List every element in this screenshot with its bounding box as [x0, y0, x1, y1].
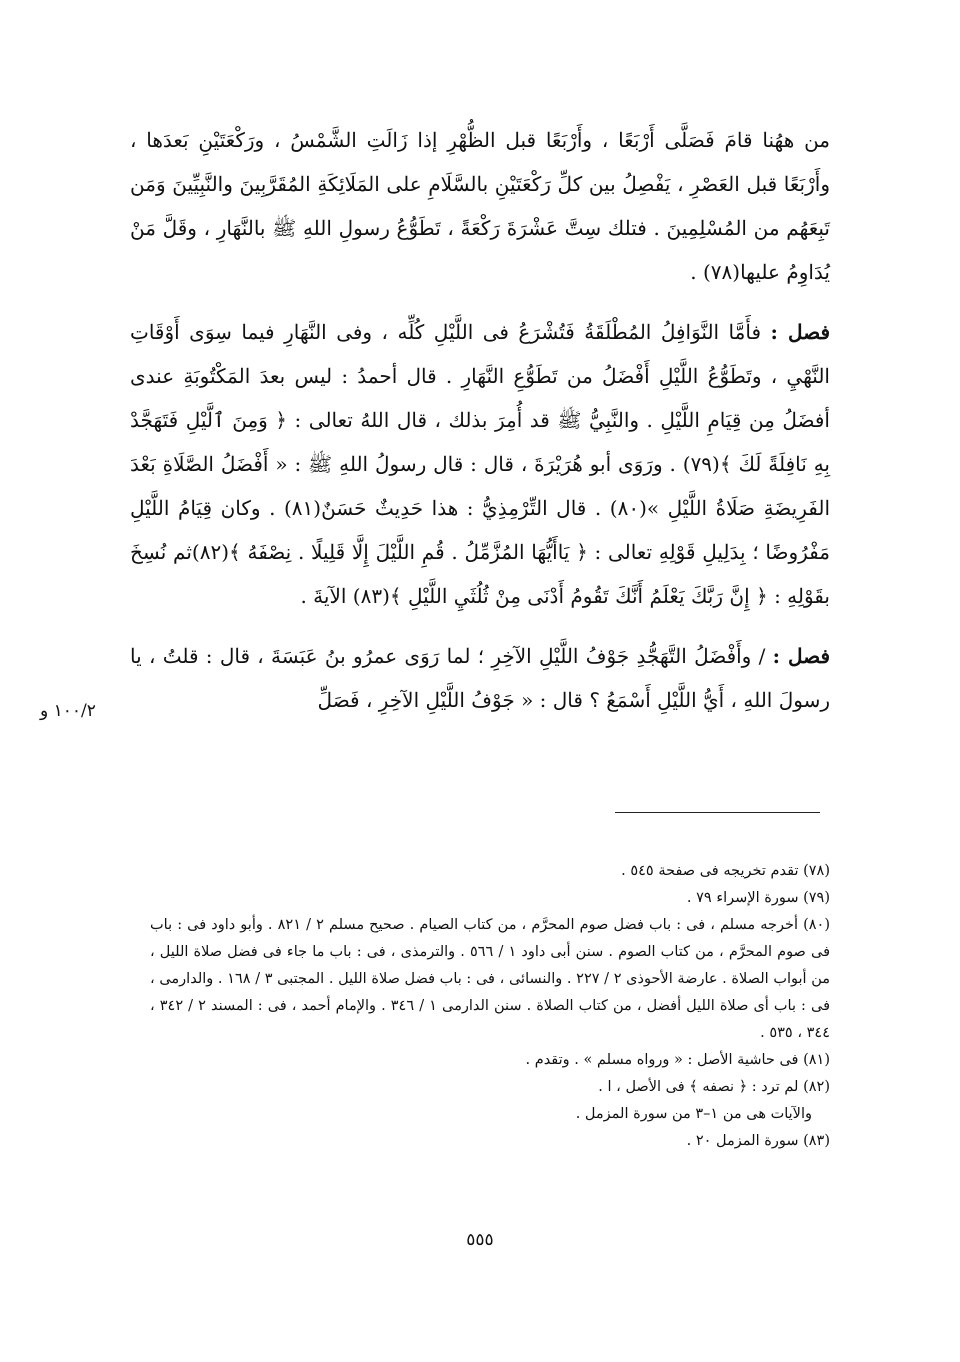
- footnote-82-continuation: والآيات هى من ١–٣ من سورة المزمل .: [575, 1106, 812, 1122]
- footnote-79: (٧٩) سورة الإسراء ٧٩ .: [686, 890, 830, 906]
- section-label: فصل :: [772, 644, 830, 668]
- footnotes: [150, 858, 830, 1155]
- footnote-divider: [615, 812, 820, 813]
- paragraph-3: [130, 634, 830, 722]
- paragraph-2: [130, 310, 830, 618]
- paragraph-text: من ههُنا قامَ فَصَلَّى أَرْبَعًا ، وأَرْبَعًا قبل الظُّهْرِ إذا زَالَتِ الشَّمْسُ ، ورَكْعَتَيْنِ بَعدَها ، وأَرْبَعًا قبل العَصْرِ ، يَفْصِلُ بين كلِّ رَكْعَتَيْنِ بالسَّلَامِ على المَلَائِكَةِ المُقَرَّبِينَ والنَّبِيِّينَ وَمَن تَبِعَهُم من المُسْلِمِينَ . فتلك سِتَّ عَشْرَةَ رَكْعَةً ، تَطَوُّعُ رسولِ اللهِ ﷺ بالنَّهَارِ ، وقَلَّ مَنْ يُدَاوِمُ عليها(٧٨) .: [130, 128, 830, 284]
- main-text: [130, 118, 830, 738]
- paragraph-1: [130, 118, 830, 294]
- footnote-83: (٨٣) سورة المزمل ٢٠ .: [686, 1133, 830, 1149]
- paragraph-text: / وأَفْضَلُ التَّهَجُّدِ جَوْفُ اللَّيْلِ الآخِرِ ؛ لما رَوَى عمرُو بنُ عَبَسَةَ ، قال : قلتُ ، يا رسولَ اللهِ ، أَيُّ اللَّيْلِ أَسْمَعُ ؟ قال : « جَوْفُ اللَّيْلِ الآخِرِ ، فَصَلِّ: [130, 644, 830, 712]
- section-label: فصل :: [770, 320, 831, 344]
- footnote-80: (٨٠) أخرجه مسلم ، فى : باب فضل صوم المحرَّم ، من كتاب الصيام . صحيح مسلم ٢ / ٨٢١ . وأبو داود فى : باب فى صوم المحرَّم ، من كتاب الصوم . سنن أبى داود ١ / ٥٦٦ . والترمذى ، فى : باب ما جاء فى فضل صلاة الليل ، من أبواب الصلاة . عارضة الأحوذى ٢ / ٢٢٧ . والنسائى ، فى : باب فضل صلاة الليل . المجتبى ٣ / ١٦٨ . والدارمى ، فى : باب أى صلاة الليل أفضل ، من كتاب الصلاة . سنن الدارمى ١ / ٣٤٦ . والإمام أحمد ، فى : المسند ٢ / ٣٤٢ ، ٣٤٤ ، ٥٣٥ .: [150, 917, 831, 1041]
- footnote-81: (٨١) فى حاشية الأصل : « ورواه مسلم » . وتقدم .: [525, 1052, 830, 1068]
- paragraph-text: فأَمَّا النَّوَافِلُ المُطْلَقَةُ فَتُشْرَعُ فى اللَّيْلِ كُلِّه ، وفى النَّهَارِ فيما سِوَى أَوْقَاتِ النَّهْيِ ، وتَطَوُّعُ اللَّيْلِ أَفْضَلُ من تَطَوُّعِ النَّهَارِ . قال أحمدُ : ليس بعدَ المَكْتُوبَةِ عندى أفضَلُ مِن قِيَامِ اللَّيْلِ . والنَّبِيُّ ﷺ قد أُمِرَ بذلك ، قال اللهُ تعالى : ﴿ وَمِنَ ٱلَّيْلِ فَتَهَجَّدْ بِهِ نَافِلَةً لَكَ ﴾(٧٩) . ورَوَى أبو هُرَيْرَةَ ، قال : قال رسولُ اللهِ ﷺ : « أَفْضَلُ الصَّلَاةِ بَعْدَ الفَرِيضَةِ صَلَاةُ اللَّيْلِ »(٨٠) . قال التِّرْمِذِيُّ : هذا حَدِيثٌ حَسَنٌ(٨١) . وكان قِيَامُ اللَّيْلِ مَفْرُوضًا ؛ بِدَلِيلِ قَوْلِهِ تعالى : ﴿ يَاأَيُّهَا المُزَّمِّلُ . قُمِ اللَّيْلَ إِلَّا قَلِيلًا . نِصْفَهُ ﴾(٨٢)ثم نُسِخَ بقَوْلِهِ : ﴿ إِنَّ رَبَّكَ يَعْلَمُ أَنَّكَ تَقُومُ أَدْنَى مِنْ ثُلُثَيِ اللَّيْلِ ﴾(٨٣) الآيةَ .: [130, 320, 831, 608]
- manuscript-folio-note: ١٠٠/٢ و: [40, 701, 96, 721]
- footnote-82: (٨٢) لم ترد : ﴿ نصفه ﴾ فى الأصل ، ا .: [598, 1079, 830, 1095]
- page-number: ٥٥٥: [466, 1230, 494, 1250]
- footnote-78: (٧٨) تقدم تخريجه فى صفحة ٥٤٥ .: [621, 863, 830, 879]
